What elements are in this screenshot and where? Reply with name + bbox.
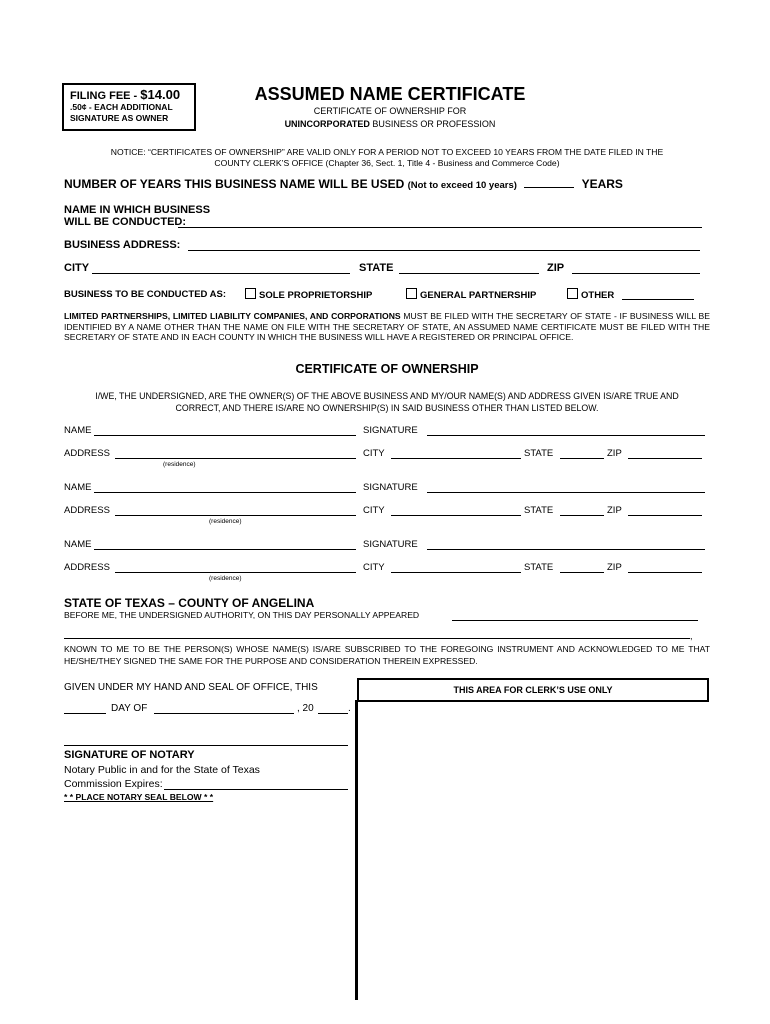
before-me-text: BEFORE ME, THE UNDERSIGNED AUTHORITY, ON THIS DAY PERSONALLY APPEARED <box>64 610 420 620</box>
day-of-label: DAY OF <box>111 703 148 714</box>
notary-public-text: Notary Public in and for the State of Texas <box>64 764 260 776</box>
owner-1-zip-label: ZIP <box>607 448 622 459</box>
filing-fee-signature: SIGNATURE AS OWNER <box>70 113 169 123</box>
certificate-text <box>64 390 710 414</box>
owner-3-state-label: STATE <box>524 562 554 573</box>
known-text: KNOWN TO ME TO BE THE PERSON(S) WHOSE NAME(S) IS/ARE SUBSCRIBED TO THE FOREGOING INSTRUMENT AND ACKNOWLEDGED TO ME THAT HE/SHE/THEY SIGNED THE SAME FOR THE PURPOSE AND CONSIDERATION THEREIN EXPRESSED. <box>64 644 710 666</box>
owner-1-address-label: ADDRESS <box>64 448 110 459</box>
owner-1-city-label: CITY <box>363 448 385 459</box>
seal-note: * * PLACE NOTARY SEAL BELOW * * <box>64 792 214 802</box>
owner-3-city-input[interactable] <box>391 562 521 573</box>
clerk-use-area: THIS AREA FOR CLERK’S USE ONLY <box>357 678 709 702</box>
business-name-label-1: NAME IN WHICH BUSINESS <box>64 204 211 216</box>
limited-paragraph <box>64 311 710 343</box>
owner-1-address-input[interactable] <box>115 448 356 459</box>
owner-2-zip-input[interactable] <box>628 505 702 516</box>
sole-proprietorship-label: SOLE PROPRIETORSHIP <box>259 290 373 301</box>
filing-fee-box <box>62 83 196 131</box>
state-county-heading: STATE OF TEXAS – COUNTY OF ANGELINA <box>64 596 315 610</box>
appeared-input-2[interactable] <box>64 630 690 639</box>
notary-signature-label: SIGNATURE OF NOTARY <box>64 749 195 761</box>
subtitle-2-bold: UNINCORPORATED <box>284 119 370 129</box>
owner-1-zip-input[interactable] <box>628 448 702 459</box>
commission-label: Commission Expires: <box>64 778 163 790</box>
other-label: OTHER <box>581 290 615 301</box>
owner-1-name-input[interactable] <box>94 425 356 436</box>
other-option[interactable] <box>567 288 614 301</box>
day-input[interactable] <box>64 703 106 714</box>
owner-3-state-input[interactable] <box>560 562 604 573</box>
owner-2-state-input[interactable] <box>560 505 604 516</box>
owner-3-name-label: NAME <box>64 539 92 550</box>
owner-3-zip-input[interactable] <box>628 562 702 573</box>
years-row <box>64 177 714 191</box>
checkbox-other[interactable] <box>567 288 578 299</box>
owner-3-residence-note: (residence) <box>209 575 242 582</box>
commission-input[interactable] <box>164 778 348 790</box>
notice <box>64 147 710 169</box>
business-name-label-2: WILL BE CONDUCTED: <box>64 216 187 228</box>
sole-proprietorship-option[interactable] <box>245 288 372 301</box>
year-period: . <box>348 703 351 714</box>
owner-3-signature-input[interactable] <box>427 539 705 550</box>
owner-1-city-input[interactable] <box>391 448 521 459</box>
year-input[interactable] <box>318 703 348 714</box>
owner-2-zip-label: ZIP <box>607 505 622 516</box>
appeared-input-1[interactable] <box>452 610 698 621</box>
owner-1-signature-input[interactable] <box>427 425 705 436</box>
owner-3-zip-label: ZIP <box>607 562 622 573</box>
owner-2-residence-note: (residence) <box>209 518 242 525</box>
owner-2-address-input[interactable] <box>115 505 356 516</box>
owner-3-address-input[interactable] <box>115 562 356 573</box>
year-prefix: , 20 <box>297 703 314 714</box>
general-partnership-option[interactable] <box>406 288 536 301</box>
conducted-as-label: BUSINESS TO BE CONDUCTED AS: <box>64 289 227 300</box>
state-input[interactable] <box>399 262 539 274</box>
appeared-comma: , <box>690 631 693 641</box>
checkbox-sole-proprietorship[interactable] <box>245 288 256 299</box>
general-partnership-label: GENERAL PARTNERSHIP <box>420 290 537 301</box>
owner-2-name-input[interactable] <box>94 482 356 493</box>
certificate-text-2: CORRECT, AND THERE IS/ARE NO OWNERSHIP(S) IN SAID BUSINESS OTHER THAN LISTED BELOW. <box>175 403 599 413</box>
owner-1-state-label: STATE <box>524 448 554 459</box>
owner-3-name-input[interactable] <box>94 539 356 550</box>
other-input[interactable] <box>622 288 694 300</box>
owner-2-signature-label: SIGNATURE <box>363 482 418 493</box>
city-label: CITY <box>64 262 90 274</box>
owner-2-city-label: CITY <box>363 505 385 516</box>
notice-line-2: COUNTY CLERK’S OFFICE (Chapter 36, Sect. 1, Title 4 - Business and Commerce Code) <box>214 158 560 168</box>
city-input[interactable] <box>92 262 350 274</box>
notice-line-1: NOTICE: “CERTIFICATES OF OWNERSHIP” ARE VALID ONLY FOR A PERIOD NOT TO EXCEED 10 YEARS FROM THE DATE FILED IN THE <box>110 147 664 157</box>
owner-2-city-input[interactable] <box>391 505 521 516</box>
subtitle-2 <box>200 119 580 129</box>
owner-2-state-label: STATE <box>524 505 554 516</box>
limited-bold: LIMITED PARTNERSHIPS, LIMITED LIABILITY COMPANIES, AND CORPORATIONS <box>64 311 401 321</box>
zip-label: ZIP <box>547 262 565 274</box>
limited-rest: MUST BE FILED WITH THE SECRETARY OF STATE - IF BUSINESS WILL BE IDENTIFIED BY A NAME OTHER THAN THE NAME ON FILE WITH THE SECRETARY OF STATE, AN ASSUMED NAME CERTIFICATE MUST BE FILED WITH THE SECRETARY OF STATE AND IN EACH COUNTY IN WHICH THE BUSINESS WILL HAVE A REGISTERED OR PRINCIPAL OFFICE. <box>64 311 710 342</box>
subtitle-2-rest: BUSINESS OR PROFESSION <box>369 119 496 129</box>
years-input[interactable] <box>524 187 574 188</box>
owner-1-residence-note: (residence) <box>163 461 196 468</box>
owner-1-state-input[interactable] <box>560 448 604 459</box>
owner-3-city-label: CITY <box>363 562 385 573</box>
given-under-text: GIVEN UNDER MY HAND AND SEAL OF OFFICE, THIS <box>64 682 318 693</box>
subtitle-1: CERTIFICATE OF OWNERSHIP FOR <box>313 106 467 116</box>
owner-2-address-label: ADDRESS <box>64 505 110 516</box>
owner-2-name-label: NAME <box>64 482 92 493</box>
filing-fee-each: .50¢ - EACH ADDITIONAL <box>70 102 173 112</box>
owner-3-signature-label: SIGNATURE <box>363 539 418 550</box>
clerk-area-border <box>355 700 358 1000</box>
month-input[interactable] <box>154 703 294 714</box>
certificate-heading: CERTIFICATE OF OWNERSHIP <box>295 362 479 376</box>
owner-1-signature-label: SIGNATURE <box>363 425 418 436</box>
state-label: STATE <box>359 262 394 274</box>
business-address-input[interactable] <box>188 239 700 251</box>
filing-fee-amount: $14.00 <box>140 87 181 102</box>
page-title: ASSUMED NAME CERTIFICATE <box>254 84 526 104</box>
business-name-input[interactable] <box>178 216 702 228</box>
notary-signature-input[interactable] <box>64 737 348 746</box>
checkbox-general-partnership[interactable] <box>406 288 417 299</box>
business-address-label: BUSINESS ADDRESS: <box>64 239 181 251</box>
owner-1-name-label: NAME <box>64 425 92 436</box>
zip-input[interactable] <box>572 262 700 274</box>
years-suffix: YEARS <box>581 177 623 191</box>
years-label: NUMBER OF YEARS THIS BUSINESS NAME WILL BE USED <box>64 177 405 191</box>
certificate-text-1: I/WE, THE UNDERSIGNED, ARE THE OWNER(S) OF THE ABOVE BUSINESS AND MY/OUR NAME(S) AND ADDRESS GIVEN IS/ARE TRUE AND <box>95 391 679 401</box>
owner-2-signature-input[interactable] <box>427 482 705 493</box>
filing-fee-label: FILING FEE - <box>70 90 141 102</box>
years-note: (Not to exceed 10 years) <box>407 180 517 191</box>
owner-3-address-label: ADDRESS <box>64 562 110 573</box>
